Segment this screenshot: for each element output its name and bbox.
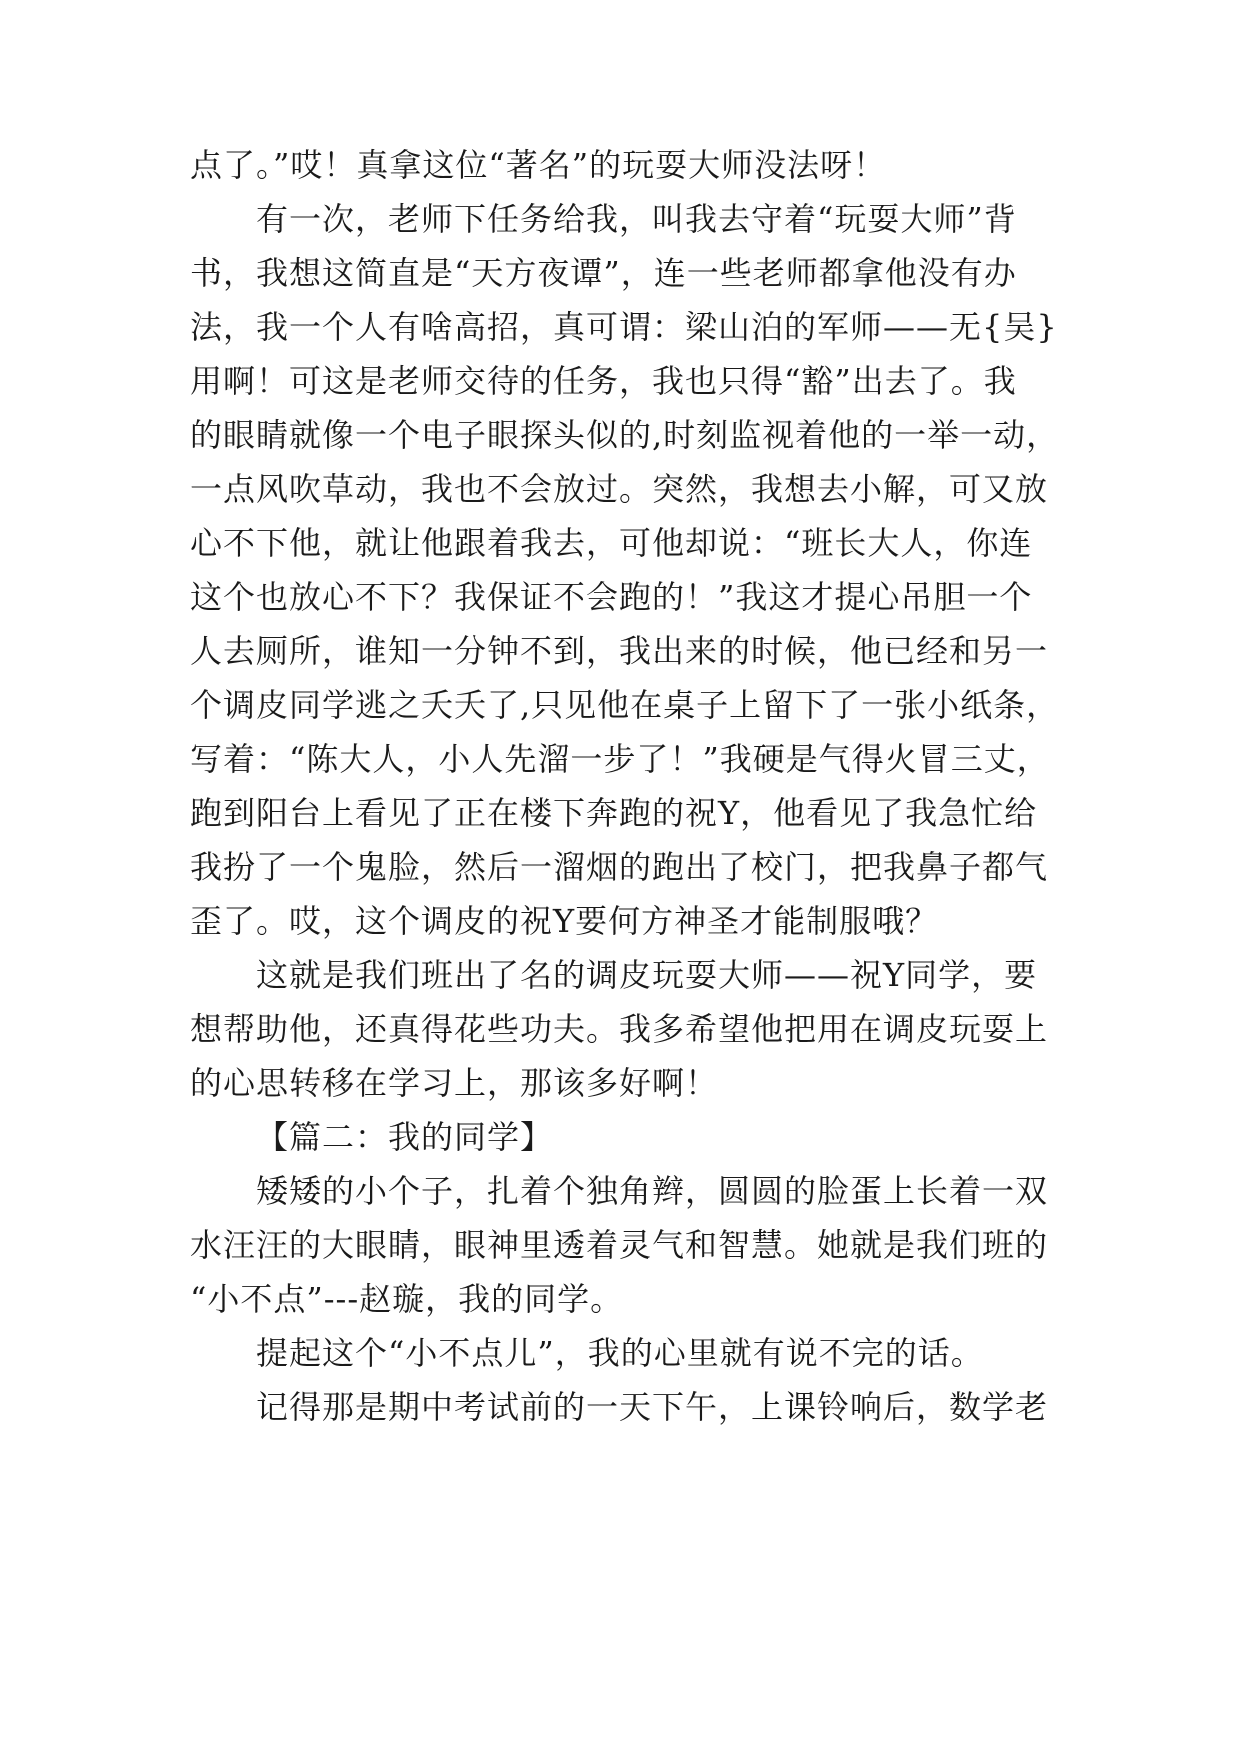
text-line: 一点风吹草动，我也不会放过。突然，我想去小解，可又放 — [190, 470, 1049, 508]
text-line: 的眼睛就像一个电子眼探头似的,时刻监视着他的一举一动， — [190, 416, 1060, 454]
text-line: 个调皮同学逃之夭夭了,只见他在桌子上留下了一张小纸条， — [190, 686, 1060, 724]
section-heading: 【篇二：我的同学】 — [256, 1118, 554, 1156]
paragraph-start-line: 矮矮的小个子，扎着个独角辫，圆圆的脸蛋上长着一双 — [256, 1172, 1049, 1210]
text-line: 用啊！可这是老师交待的任务，我也只得“豁”出去了。我 — [190, 362, 1017, 400]
paragraph-start-line: 记得那是期中考试前的一天下午，上课铃响后，数学老 — [256, 1388, 1049, 1426]
text-line: 写着：“陈大人，小人先溜一步了！”我硬是气得火冒三丈， — [190, 740, 1050, 778]
text-line: 这个也放心不下？我保证不会跑的！”我这才提心吊胆一个 — [190, 578, 1033, 616]
text-line: 法，我一个人有啥高招，真可谓：梁山泊的军师——无{吴} — [190, 308, 1058, 346]
text-line: 我扮了一个鬼脸，然后一溜烟的跑出了校门，把我鼻子都气 — [190, 848, 1049, 886]
paragraph-start-line: 有一次，老师下任务给我，叫我去守着“玩耍大师”背 — [256, 200, 1017, 238]
text-line: “小不点”---赵璇，我的同学。 — [190, 1280, 624, 1318]
paragraph-start-line: 提起这个“小不点儿”，我的心里就有说不完的话。 — [256, 1334, 984, 1372]
text-line: 的心思转移在学习上，那该多好啊！ — [190, 1064, 719, 1102]
text-line: 心不下他，就让他跟着我去，可他却说：“班长大人，你连 — [190, 524, 1033, 562]
text-line: 书，我想这简直是“天方夜谭”，连一些老师都拿他没有办 — [190, 254, 1017, 292]
text-line: 想帮助他，还真得花些功夫。我多希望他把用在调皮玩耍上 — [190, 1010, 1049, 1048]
text-line: 跑到阳台上看见了正在楼下奔跑的祝Y，他看见了我急忙给 — [190, 794, 1038, 832]
text-line: 歪了。哎，这个调皮的祝Y要何方神圣才能制服哦？ — [190, 902, 939, 940]
text-line: 人去厕所，谁知一分钟不到，我出来的时候，他已经和另一 — [190, 632, 1049, 670]
paragraph-start-line: 这就是我们班出了名的调皮玩耍大师——祝Y同学，要 — [256, 956, 1038, 994]
text-line: 水汪汪的大眼睛，眼神里透着灵气和智慧。她就是我们班的 — [190, 1226, 1049, 1264]
text-line: 点了。”哎！真拿这位“著名”的玩耍大师没法呀！ — [190, 146, 887, 184]
